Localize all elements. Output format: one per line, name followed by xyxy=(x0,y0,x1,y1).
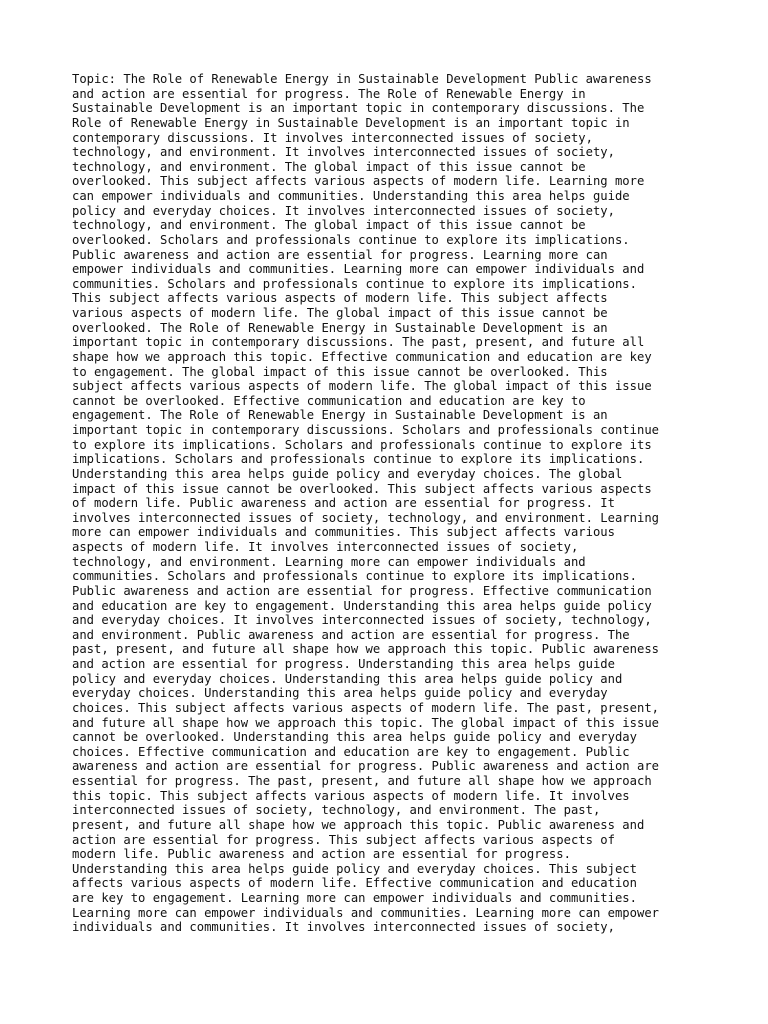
text-line: and future all shape how we approach this topic. The global impact of this issue xyxy=(72,715,659,730)
text-line: can empower individuals and communities. Understanding this area helps guide xyxy=(72,189,630,203)
text-line: to explore its implications. Scholars and professionals continue to explore its xyxy=(72,437,652,452)
text-line: choices. This subject affects various aspects of modern life. The past, present, xyxy=(72,700,659,715)
text-line: affects various aspects of modern life. Effective communication and education xyxy=(72,876,637,891)
text-line: more can empower individuals and communities. This subject affects various xyxy=(72,525,615,540)
text-line: essential for progress. The past, present, and future all shape how we approach xyxy=(72,774,652,788)
text-line: implications. Scholars and professionals continue to explore its implications. xyxy=(72,452,645,467)
text-line: and everyday choices. It involves interconnected issues of society, technology, xyxy=(72,613,652,628)
text-line: awareness and action are essential for progress. Public awareness and action are xyxy=(72,759,659,774)
text-line: cannot be overlooked. Effective communication and education are key to xyxy=(72,393,586,408)
text-line: and environment. Public awareness and action are essential for progress. The xyxy=(72,627,630,642)
text-line: Topic: The Role of Renewable Energy in Sustainable Development Public awareness xyxy=(72,72,652,86)
text-line: technology, and environment. The global impact of this issue cannot be xyxy=(72,218,586,233)
text-line: communities. Scholars and professionals continue to explore its implications. xyxy=(72,276,637,291)
text-line: to engagement. The global impact of this issue cannot be overlooked. This xyxy=(72,364,608,379)
text-line: policy and everyday choices. It involves interconnected issues of society, xyxy=(72,203,615,218)
text-line: Role of Renewable Energy in Sustainable Development is an important topic in xyxy=(72,115,630,130)
text-line: important topic in contemporary discussions. The past, present, and future all xyxy=(72,335,645,350)
body-text xyxy=(72,72,702,935)
text-line: cannot be overlooked. Understanding this area helps guide policy and everyday xyxy=(72,730,637,745)
text-line: technology, and environment. Learning more can empower individuals and xyxy=(72,554,586,569)
text-line: This subject affects various aspects of modern life. This subject affects xyxy=(72,291,608,306)
text-line: communities. Scholars and professionals continue to explore its implications. xyxy=(72,569,637,584)
text-line: contemporary discussions. It involves interconnected issues of society, xyxy=(72,130,593,145)
text-line: aspects of modern life. It involves interconnected issues of society, xyxy=(72,540,579,554)
text-line: technology, and environment. It involves interconnected issues of society, xyxy=(72,145,615,160)
text-line: important topic in contemporary discussions. Scholars and professionals continue xyxy=(72,423,659,437)
text-line: action are essential for progress. This subject affects various aspects of xyxy=(72,832,615,847)
text-line: Understanding this area helps guide policy and everyday choices. The global xyxy=(72,466,623,481)
text-line: policy and everyday choices. Understanding this area helps guide policy and xyxy=(72,671,623,686)
text-line: technology, and environment. The global impact of this issue cannot be xyxy=(72,159,586,174)
text-line: choices. Effective communication and education are key to engagement. Public xyxy=(72,744,630,759)
text-line: shape how we approach this topic. Effective communication and education are key xyxy=(72,349,652,364)
text-line: overlooked. Scholars and professionals continue to explore its implications. xyxy=(72,232,630,247)
text-line: and action are essential for progress. The Role of Renewable Energy in xyxy=(72,86,586,101)
text-line: overlooked. This subject affects various aspects of modern life. Learning more xyxy=(72,174,645,189)
text-line: Public awareness and action are essential for progress. Effective communication xyxy=(72,583,652,598)
text-line: of modern life. Public awareness and action are essential for progress. It xyxy=(72,496,615,511)
text-line: Public awareness and action are essential for progress. Learning more can xyxy=(72,247,608,262)
text-line: impact of this issue cannot be overlooked. This subject affects various aspects xyxy=(72,481,652,496)
text-line: Learning more can empower individuals and communities. Learning more can empower xyxy=(72,905,659,920)
text-line: and education are key to engagement. Understanding this area helps guide policy xyxy=(72,598,652,613)
text-line: overlooked. The Role of Renewable Energy in Sustainable Development is an xyxy=(72,320,608,335)
text-line: present, and future all shape how we approach this topic. Public awareness and xyxy=(72,817,645,832)
text-line: interconnected issues of society, technology, and environment. The past, xyxy=(72,803,601,818)
text-line: and action are essential for progress. Understanding this area helps guide xyxy=(72,657,615,671)
text-line: individuals and communities. It involves interconnected issues of society, xyxy=(72,920,615,935)
text-line: everyday choices. Understanding this area helps guide policy and everyday xyxy=(72,686,608,701)
text-line: subject affects various aspects of modern life. The global impact of this issue xyxy=(72,379,652,394)
text-line: this topic. This subject affects various aspects of modern life. It involves xyxy=(72,788,630,803)
text-line: engagement. The Role of Renewable Energy in Sustainable Development is an xyxy=(72,408,608,423)
text-line: involves interconnected issues of society, technology, and environment. Learning xyxy=(72,510,659,525)
text-line: Understanding this area helps guide policy and everyday choices. This subject xyxy=(72,861,637,876)
text-line: empower individuals and communities. Learning more can empower individuals and xyxy=(72,262,645,277)
text-line: Sustainable Development is an important topic in contemporary discussions. The xyxy=(72,101,645,116)
text-line: various aspects of modern life. The global impact of this issue cannot be xyxy=(72,306,608,320)
text-line: modern life. Public awareness and action are essential for progress. xyxy=(72,847,571,862)
text-line: are key to engagement. Learning more can empower individuals and communities. xyxy=(72,891,637,905)
text-line: past, present, and future all shape how we approach this topic. Public awareness xyxy=(72,642,659,657)
